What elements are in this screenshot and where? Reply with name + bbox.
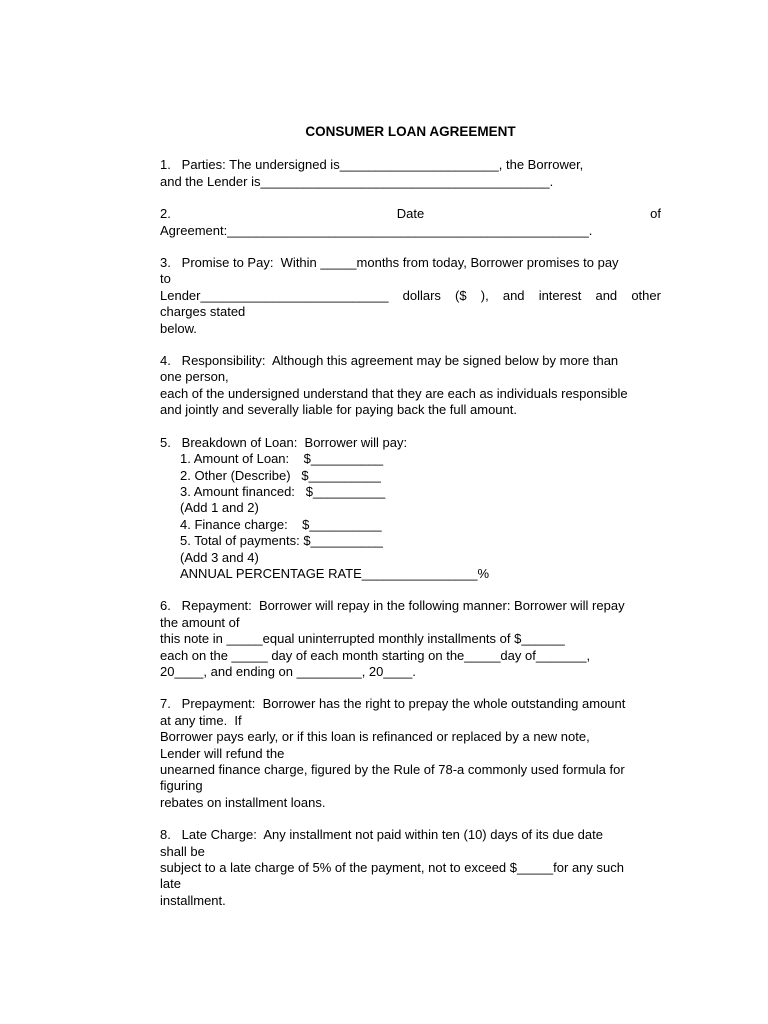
justified-word: interest [538,287,582,303]
breakdown-item: ANNUAL PERCENTAGE RATE________________% [180,565,490,581]
section-responsibility [160,353,661,419]
breakdown-item: (Add 3 and 4) [180,549,259,565]
justified-word: ($ [455,287,467,303]
justified-word: Date [396,206,425,222]
justified-word: dollars [402,287,441,303]
section-text-line: unearned finance charge, figured by the Rule of 78-a commonly used formula for [160,762,625,777]
justified-line [160,288,661,304]
section-heading: 5. Breakdown of Loan: Borrower will pay: [160,434,408,450]
section-text-line: late [160,876,181,892]
section-text-line: Lender will refund the [160,745,285,761]
justified-word: and [595,287,618,303]
section-text-line: shall be [160,843,205,859]
document-title: CONSUMER LOAN AGREEMENT [305,124,516,139]
section-text-line: 8. Late Charge: Any installment not paid within ten (10) days of its due date [160,827,603,843]
justified-word: ), [480,287,489,303]
section-text-line: and the Lender is________________________________________. [160,173,554,189]
justified-word: of [650,206,661,222]
section-text-line: charges stated [160,304,246,320]
section-text-line: 6. Repayment: Borrower will repay in the following manner: Borrower will repay [160,598,625,614]
section-text-line: and jointly and severally liable for paying back the full amount. [160,402,517,418]
section-text-line: 1. Parties: The undersigned is______________________, the Borrower, [160,157,584,173]
section-parties [160,157,661,190]
breakdown-item: 1. Amount of Loan: $__________ [180,451,384,467]
breakdown-list [160,451,661,582]
section-text-line: installment. [160,892,226,908]
section-text-line: the amount of [160,614,240,630]
section-text-line: one person, [160,369,229,385]
section-text-line: Borrower pays early, or if this loan is refinanced or replaced by a new note, [160,729,590,745]
section-text-line: each of the undersigned understand that they are each as individuals responsible [160,385,628,401]
section-late-charge [160,827,661,909]
breakdown-item: 4. Finance charge: $__________ [180,516,382,532]
justified-word: 2. [160,206,171,222]
section-text-line: 3. Promise to Pay: Within _____months from today, Borrower promises to pay [160,255,619,271]
section-repayment [160,598,661,680]
section-text-line: rebates on installment loans. [160,794,326,810]
section-date-of-agreement [160,206,661,239]
section-text-line: below. [160,320,197,336]
breakdown-item: (Add 1 and 2) [180,500,259,516]
loan-agreement-document [160,124,661,925]
section-text-line: subject to a late charge of 5% of the payment, not to exceed $_____for any such [160,860,624,876]
breakdown-item: 3. Amount financed: $__________ [180,483,386,499]
section-text-line: Agreement:__________________________________________________. [160,222,593,238]
section-text-line: each on the _____ day of each month starting on the_____day of_______, [160,647,591,663]
section-promise-to-pay [160,255,661,337]
justified-line [160,206,661,222]
breakdown-item: 2. Other (Describe) $__________ [180,467,381,483]
section-text-line: figuring [160,778,203,794]
justified-word: and [502,287,525,303]
justified-word: Lender__________________________ [160,287,389,303]
section-text-line: 7. Prepayment: Borrower has the right to prepay the whole outstanding amount [160,696,626,712]
section-text-line: 4. Responsibility: Although this agreement may be signed below by more than [160,353,619,369]
section-text-line: to [160,271,171,287]
section-text-line: this note in _____equal uninterrupted monthly installments of $______ [160,631,565,647]
section-text-line: at any time. If [160,712,242,728]
breakdown-item: 5. Total of payments: $__________ [180,533,383,549]
section-prepayment [160,696,661,811]
justified-word: other [631,287,661,303]
section-breakdown-of-loan [160,435,661,583]
section-text-line: 20____, and ending on _________, 20____. [160,663,416,679]
